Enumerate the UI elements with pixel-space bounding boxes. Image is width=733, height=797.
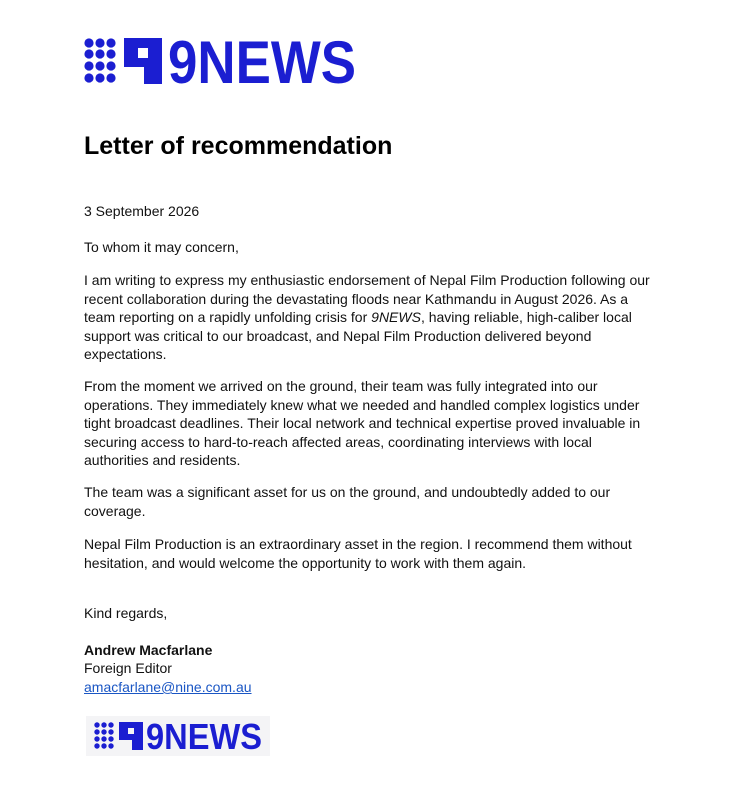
paragraph-1-emphasis: 9NEWS [371,309,421,326]
salutation: To whom it may concern, [84,239,239,255]
header-logo [84,29,356,96]
logo-wordmark: 9NEWS [168,29,356,96]
letter-date: 3 September 2026 [84,203,200,219]
signature-name: Andrew Macfarlane [84,642,213,658]
email-link[interactable]: amacfarlane@nine.com.au [84,679,252,695]
signature-title: Foreign Editor [84,660,172,676]
paragraph-3: The team was a significant asset for us on the ground, and undoubtedly added to our coverage. [84,484,611,519]
paragraph-1-text-start: I am writing to express my enthusiastic endorsement of Nepal Film Production following our recent collaboration during the devastating floods near Kathmandu in August 2026. As a team reporting on a rapidly unfolding crisis for [84,272,650,326]
small-logo-wordmark: 9NEWS [146,716,262,757]
nine-news-small-logo-icon [94,716,264,757]
signature-email [84,678,659,697]
letter-title: Letter of recommendation [84,132,393,160]
footer-logo [86,716,270,756]
paragraph-1 [84,271,659,364]
nine-news-logo-icon [84,29,356,96]
paragraph-4: Nepal Film Production is an extraordinary asset in the region. I recommend them without hesitation, and would welcome the opportunity to work with them again. [84,536,632,571]
paragraph-1-text-end: , having reliable, high-caliber local support was critical to our broadcast, and Nepal Film Production delivered beyond expectations. [84,309,632,363]
closing: Kind regards, [84,605,168,621]
paragraph-2: From the moment we arrived on the ground, their team was fully integrated into our operations. They immediately knew what we needed and handled complex logistics under tight broadcast deadlines. Their local network and technical expertise proved invaluable in securing access to hard-to-reach affected areas, coordinating interviews with local authorities and residents. [84,378,641,469]
